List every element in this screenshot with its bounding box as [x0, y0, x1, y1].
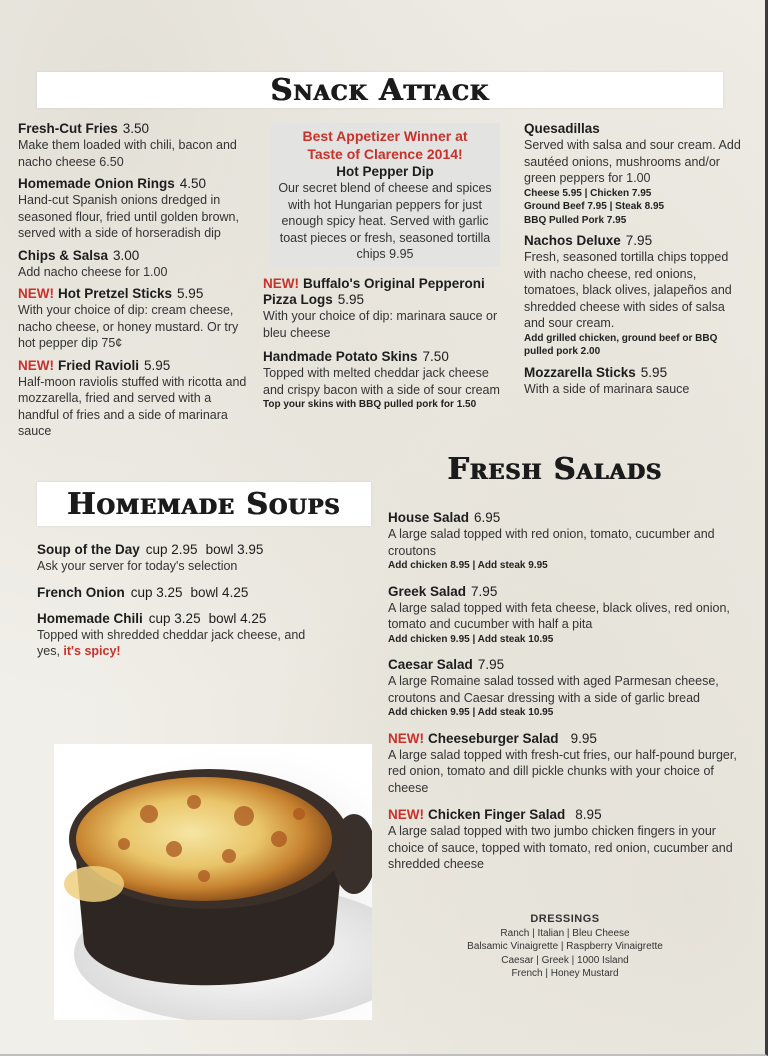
item-price: 7.95	[477, 657, 505, 672]
item-title: Nachos Deluxe	[524, 233, 621, 248]
cheese-drip	[64, 866, 124, 902]
menu-item-onion-rings	[18, 176, 250, 242]
item-price: 3.00	[113, 247, 140, 263]
new-badge: NEW!	[388, 807, 424, 822]
item-description: With your choice of dip: cream cheese, nacho cheese, or honey mustard. Or try hot pepper dip 75¢	[18, 303, 239, 350]
menu-item-quesadillas	[524, 121, 746, 227]
cup-price: cup 3.25	[130, 584, 183, 600]
menu-item-potato-skins	[263, 349, 508, 412]
bowl-price: bowl 4.25	[190, 584, 249, 600]
item-description: A large salad topped with two jumbo chicken fingers in your choice of sauce, topped with tomato, red onion, cucumber and shredded cheese	[388, 824, 733, 871]
item-price: 5.95	[177, 286, 204, 301]
salad-greek	[388, 584, 738, 647]
snack-middle-column	[263, 276, 508, 418]
spicy-note: it's spicy!	[63, 644, 121, 658]
item-description: Add nacho cheese for 1.00	[18, 264, 168, 279]
item-description: Make them loaded with chili, bacon and nacho cheese 6.50	[18, 138, 237, 169]
salads-list	[388, 510, 738, 879]
hot-pepper-dip-callout	[270, 123, 500, 267]
bowl-price: bowl 4.25	[208, 610, 267, 626]
salad-caesar	[388, 657, 738, 720]
item-description: Fresh, seasoned tortilla chips topped with nacho cheese, red onions, tomatoes, black olives, jalapeños and shredded cheese with sides of salsa and sour cream.	[524, 250, 732, 330]
menu-item-nachos	[524, 233, 746, 359]
dressing-line: Balsamic Vinaigrette | Raspberry Vinaigrette	[467, 941, 663, 952]
item-description: Half-moon raviolis stuffed with ricotta and mozzarella, fried and served with a handful of fries and a side of marinara sauce	[18, 374, 247, 438]
award-line-1: Best Appetizer Winner at	[302, 128, 468, 144]
snack-attack-title: Snack Attack	[270, 72, 490, 108]
dressings-list	[440, 913, 690, 981]
item-price: 9.95	[570, 730, 597, 746]
item-price: 3.50	[122, 121, 150, 136]
item-price: 4.50	[179, 176, 207, 191]
dressings-title: DRESSINGS	[530, 913, 600, 925]
item-title: Handmade Potato Skins	[263, 349, 418, 364]
salad-house	[388, 510, 738, 573]
item-title: Homemade Chili	[37, 610, 143, 626]
item-title: Caesar Salad	[388, 657, 473, 672]
item-price: 7.95	[471, 583, 498, 599]
item-description: A large salad topped with feta cheese, black olives, red onion, tomato and cucumber with half a pita	[388, 600, 730, 631]
item-description: With your choice of dip: marinara sauce or bleu cheese	[263, 309, 498, 340]
snack-right-column	[524, 121, 746, 403]
menu-item-fried-ravioli	[18, 358, 250, 440]
item-price: 5.95	[640, 364, 668, 380]
award-line-2: Taste of Clarence 2014!	[307, 146, 463, 162]
french-onion-soup-photo	[54, 744, 372, 1020]
item-description: With a side of marinara sauce	[524, 381, 690, 396]
item-price: 5.95	[337, 292, 365, 307]
item-note: Add chicken 9.95 | Add steak 10.95	[388, 633, 554, 645]
item-title: Fresh-Cut Fries	[18, 121, 118, 136]
item-description: Topped with shredded cheddar jack cheese, and yes,	[37, 627, 306, 658]
item-note: Top your skins with BBQ pulled pork for 1.50	[263, 399, 477, 410]
item-description: Served with salsa and sour cream. Add sautéed onions, mushrooms and/or green peppers for 1.00	[524, 138, 741, 185]
dressing-line: French | Honey Mustard	[511, 968, 619, 979]
cup-price: cup 3.25	[148, 610, 201, 626]
item-title: Buffalo's Original Pepperoni Pizza Logs	[263, 276, 485, 307]
item-note: Add chicken 8.95 | Add steak 9.95	[388, 560, 548, 571]
menu-item-pizza-logs	[263, 276, 508, 341]
item-description: A large salad topped with fresh-cut fries, our half-pound burger, red onion, tomato and dill pickle chunks with your choice of cheese	[388, 747, 737, 795]
item-price: 6.95	[474, 510, 501, 525]
soup-homemade-chili	[37, 611, 327, 660]
menu-item-pretzel-sticks	[18, 286, 250, 352]
new-badge: NEW!	[18, 286, 54, 301]
item-price: 7.50	[422, 349, 449, 364]
item-title: Greek Salad	[388, 583, 467, 599]
item-title: Chicken Finger Salad	[428, 807, 566, 822]
snack-left-column	[18, 121, 250, 446]
item-note: Ground Beef 7.95 | Steak 8.95	[524, 201, 665, 212]
soup-french-onion	[37, 585, 327, 601]
item-title: Homemade Onion Rings	[18, 176, 175, 191]
homemade-soups-title: Homemade Soups	[67, 486, 341, 522]
item-note: Cheese 5.95 | Chicken 7.95	[524, 187, 652, 199]
dressing-line: Ranch | Italian | Bleu Cheese	[500, 927, 630, 939]
fresh-salads-title: Fresh Salads	[447, 452, 663, 487]
item-title: Soup of the Day	[37, 542, 140, 557]
item-price: 8.95	[575, 807, 602, 822]
item-title: Fried Ravioli	[58, 357, 140, 373]
item-price: 7.95	[625, 233, 653, 248]
item-title: Chips & Salsa	[18, 247, 109, 263]
dressing-line: Caesar | Greek | 1000 Island	[501, 954, 629, 966]
bowl-price: bowl 3.95	[205, 542, 264, 557]
fresh-salads-heading	[440, 452, 670, 487]
soup-of-the-day	[37, 542, 327, 575]
cup-price: cup 2.95	[145, 542, 198, 557]
item-note: Add chicken 9.95 | Add steak 10.95	[388, 707, 554, 718]
homemade-soups-banner	[37, 482, 371, 526]
item-note: BBQ Pulled Pork 7.95	[524, 214, 627, 226]
salad-cheeseburger	[388, 731, 738, 797]
soup-crock-illustration	[54, 744, 372, 1020]
salad-chicken-finger	[388, 807, 738, 873]
item-note: Add grilled chicken, ground beef or BBQ pulled pork 2.00	[524, 332, 718, 357]
new-badge: NEW!	[263, 276, 299, 291]
snack-attack-banner	[37, 72, 723, 108]
item-description: A large Romaine salad tossed with aged Parmesan cheese, croutons and Caesar dressing with a side of garlic bread	[388, 674, 719, 705]
new-badge: NEW!	[18, 357, 54, 373]
new-badge: NEW!	[388, 730, 424, 746]
item-description: Ask your server for today's selection	[37, 559, 238, 573]
item-description: Topped with melted cheddar jack cheese and crispy bacon with a side of sour cream	[263, 366, 500, 397]
item-title: Hot Pretzel Sticks	[58, 286, 173, 301]
item-title: French Onion	[37, 584, 125, 600]
item-description: Hand-cut Spanish onions dredged in seasoned flour, fried until golden brown, served with a side of horseradish dip	[18, 193, 239, 240]
item-title: Quesadillas	[524, 121, 600, 136]
item-price: 5.95	[144, 357, 171, 373]
item-title: Cheeseburger Salad	[428, 730, 559, 746]
item-description: A large salad topped with red onion, tomato, cucumber and croutons	[388, 527, 715, 558]
item-description: Our secret blend of cheese and spices with hot Hungarian peppers for just enough spicy heat. Served with garlic toast pieces or fresh, seasoned tortilla chips 9.95	[278, 181, 492, 261]
soups-list	[37, 542, 327, 668]
item-title: Hot Pepper Dip	[336, 164, 434, 179]
item-title: Mozzarella Sticks	[524, 364, 636, 380]
menu-item-fries	[18, 121, 250, 170]
menu-item-mozzarella-sticks	[524, 365, 746, 398]
item-title: House Salad	[388, 510, 470, 525]
menu-item-chips-salsa	[18, 248, 250, 281]
